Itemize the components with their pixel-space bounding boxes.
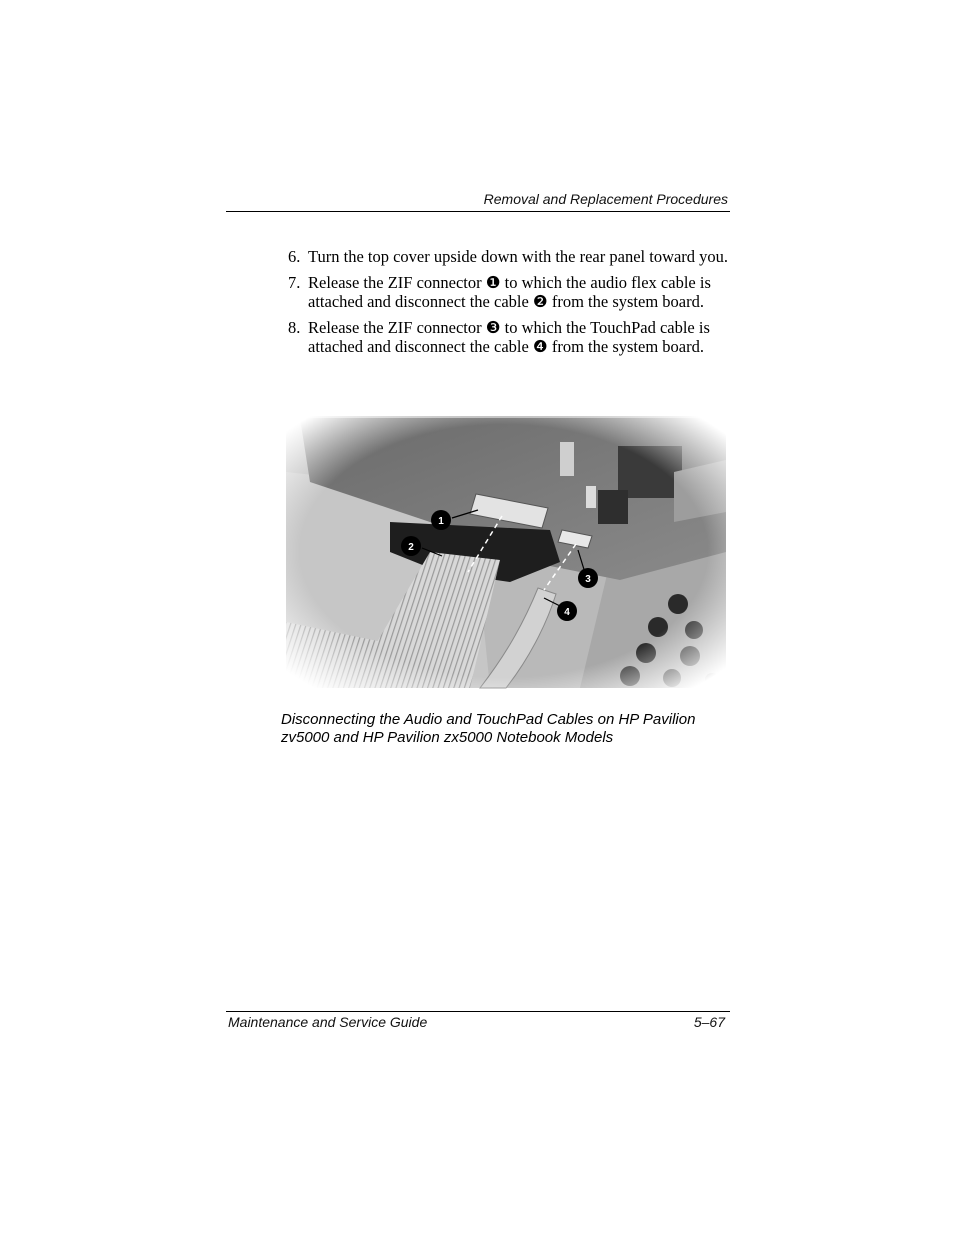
step-number: 6. [288, 247, 301, 266]
step-8 [288, 318, 738, 356]
figure-illustration [280, 412, 728, 690]
caption-line: Disconnecting the Audio and TouchPad Cables on HP Pavilion [281, 711, 696, 728]
header-rule [226, 211, 730, 212]
cable-disconnection-figure [280, 412, 728, 690]
step-text: Release the ZIF connector ❶ to which the audio flex cable is attached and disconnect the cable ❷ from the system board. [308, 273, 711, 311]
step-6 [288, 247, 738, 266]
caption-line: zv5000 and HP Pavilion zx5000 Notebook Models [281, 729, 614, 746]
step-7 [288, 273, 738, 311]
running-header: Removal and Replacement Procedures [483, 191, 728, 207]
page-number: 5–67 [693, 1014, 725, 1030]
figure-caption [281, 711, 731, 747]
procedure-steps [288, 247, 738, 363]
figure-vignette [280, 412, 728, 690]
step-number: 8. [288, 318, 301, 337]
footer-rule [226, 1011, 730, 1012]
step-number: 7. [288, 273, 301, 292]
step-text: Turn the top cover upside down with the rear panel toward you. [308, 247, 729, 266]
step-text: Release the ZIF connector ❸ to which the TouchPad cable is attached and disconnect the cable ❹ from the system board. [308, 318, 710, 356]
footer-guide-title: Maintenance and Service Guide [228, 1014, 428, 1030]
